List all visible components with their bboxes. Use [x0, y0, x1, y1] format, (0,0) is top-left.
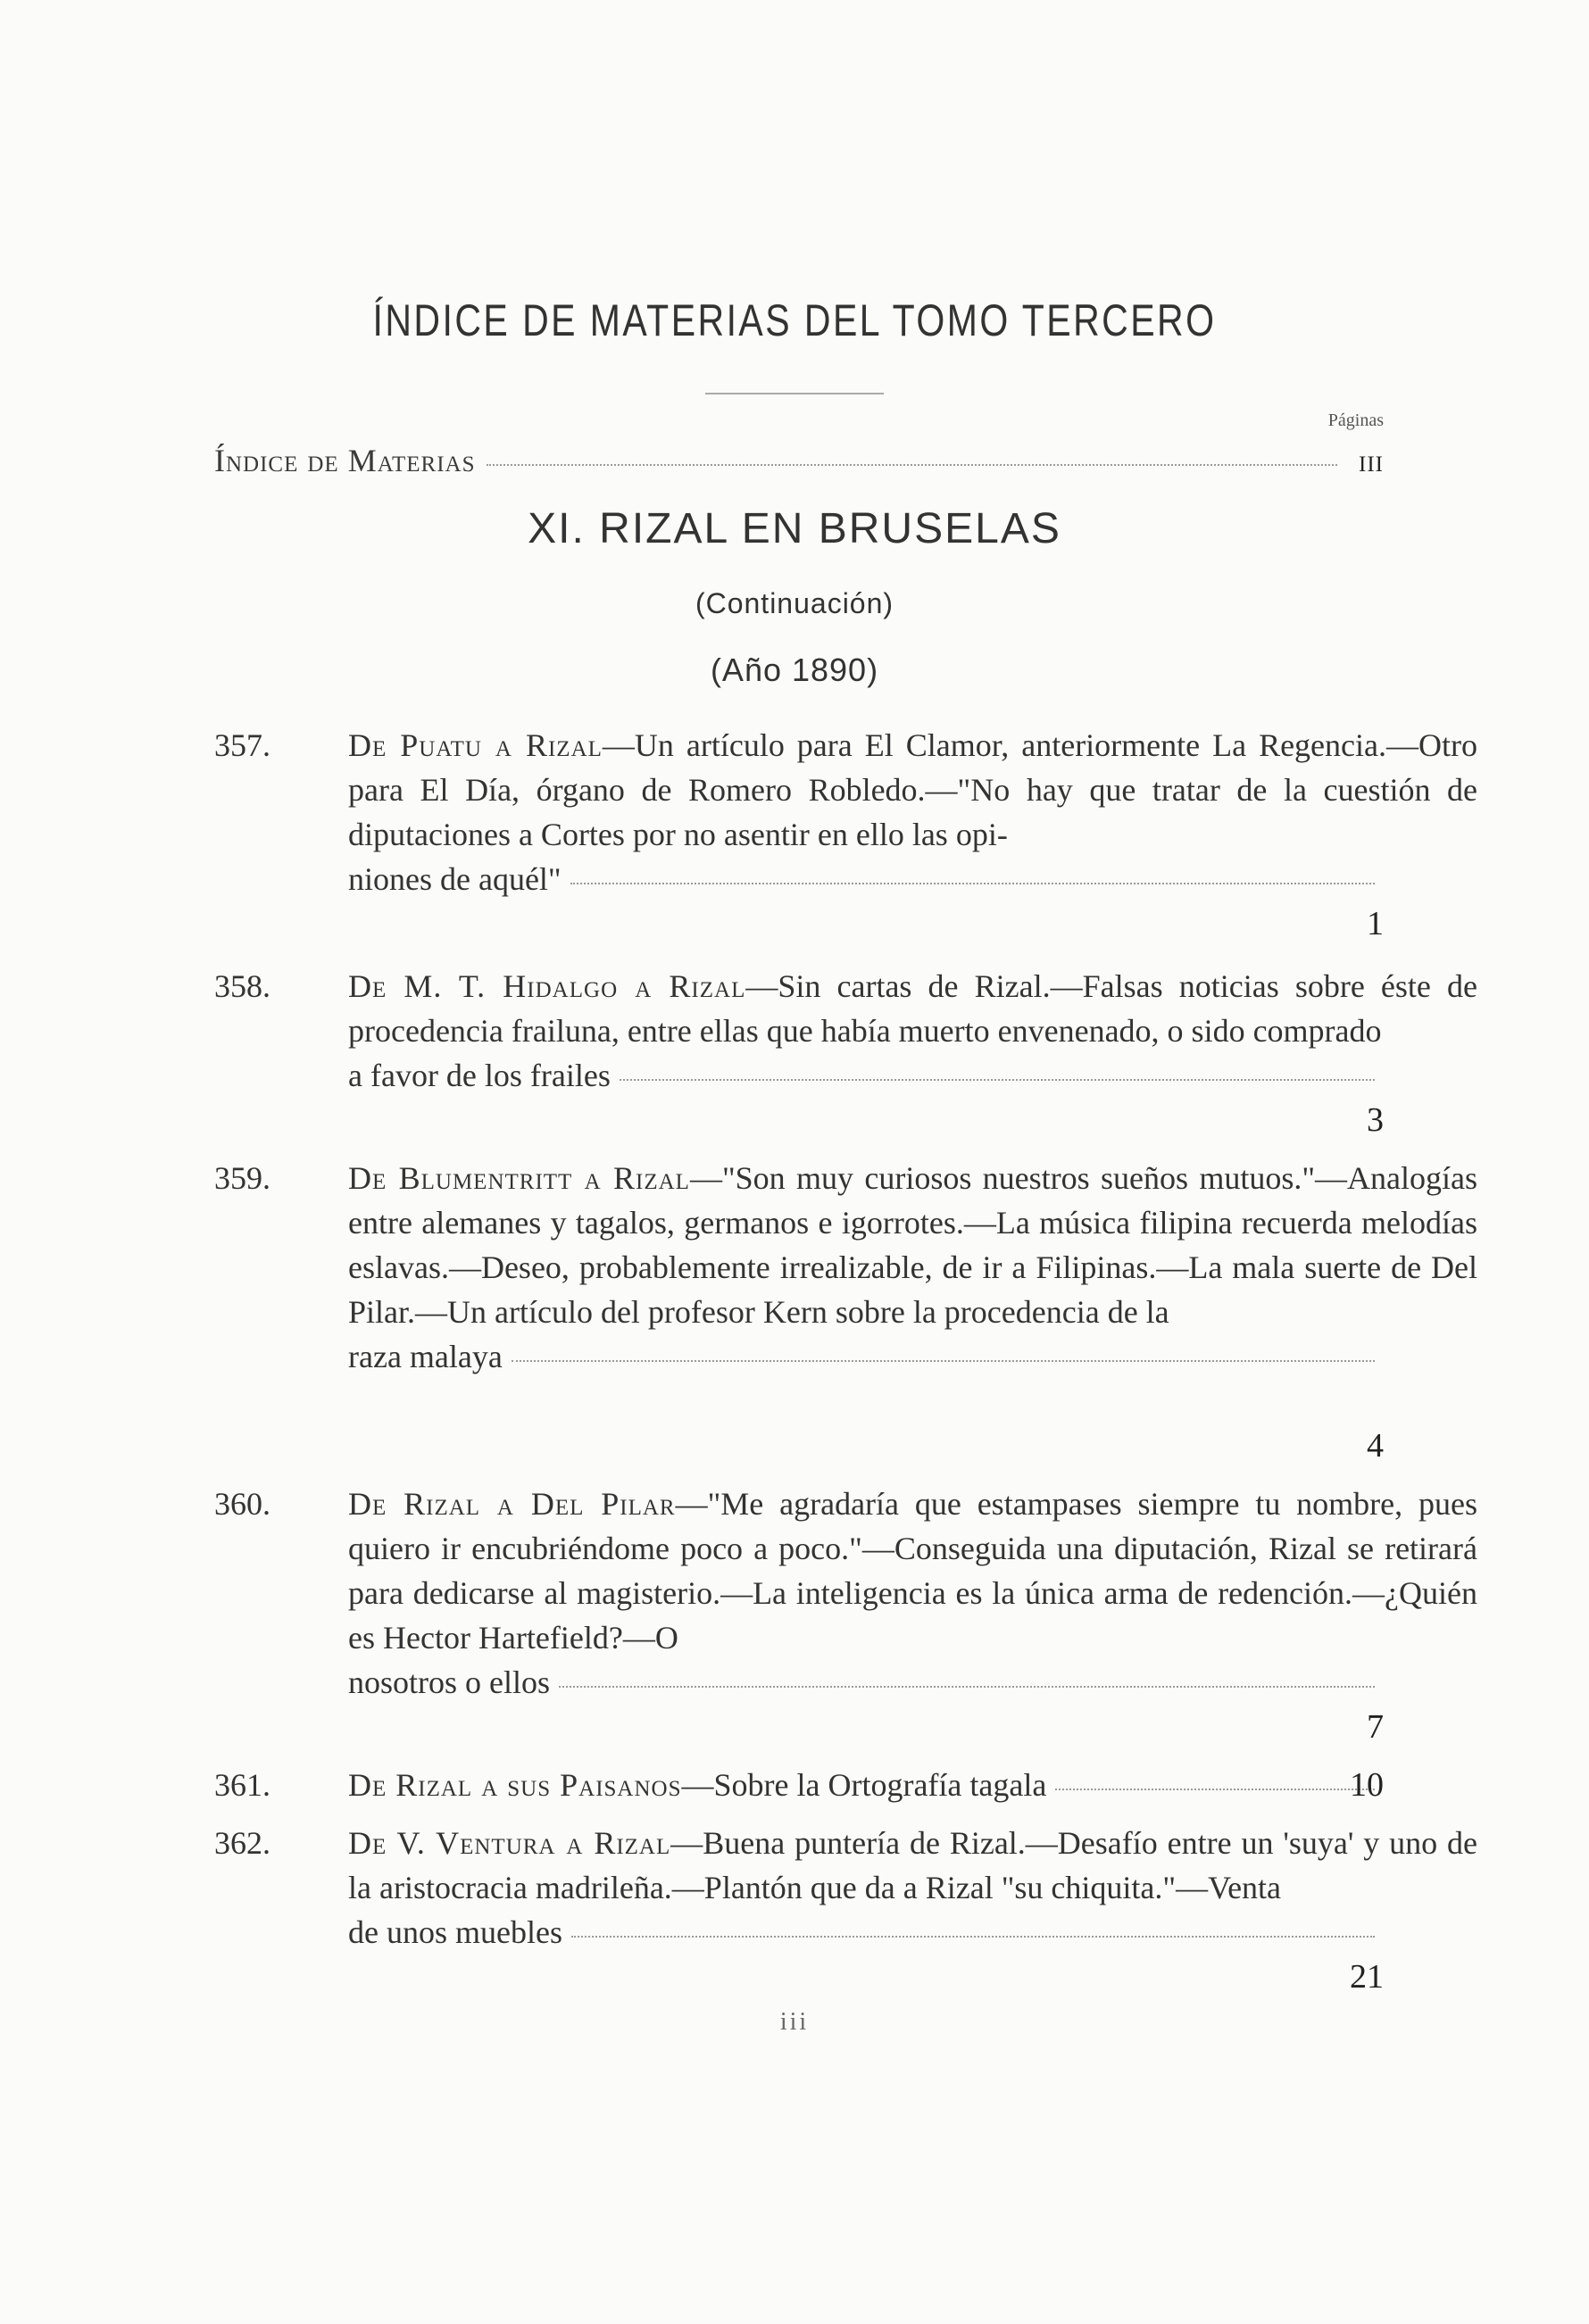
- entry-number: 359.: [214, 1160, 270, 1196]
- toc-entry-362: [214, 1821, 1477, 1996]
- entry-number: 361.: [214, 1767, 270, 1803]
- toc-entry-361: [214, 1763, 1384, 1807]
- entry-body: [348, 1482, 1477, 1660]
- entry-last-text: —Sobre la Ortografía tagala: [681, 1767, 1047, 1803]
- entry-page: 7: [1367, 1708, 1384, 1746]
- section-year: (Año 1890): [710, 652, 879, 688]
- entry-body: [348, 1156, 1477, 1334]
- entry-last-text: a favor de los frailes: [348, 1058, 611, 1093]
- entry-last-line: [348, 1660, 1384, 1705]
- entry-last-line: [348, 1763, 1384, 1807]
- entry-body: [348, 964, 1477, 1053]
- entry-page: 1: [1367, 905, 1384, 942]
- title-divider: [705, 393, 884, 394]
- pages-column-label: Páginas: [1327, 411, 1384, 430]
- entry-last-line: [348, 857, 1384, 901]
- entry-last-line: [348, 1910, 1384, 1955]
- entry-number: 357.: [214, 727, 270, 763]
- entry-page: 21: [1350, 1958, 1384, 1996]
- entry-text: —Buena puntería de Rizal.—Desafío entre un 'suya' y uno de la aristocracia madrileña.—Plantón que da a Rizal "su chiquita."—Venta: [348, 1825, 1477, 1905]
- entry-heading: De Rizal a Del Pilar: [348, 1486, 676, 1522]
- entry-last-text: niones de aquél": [348, 861, 562, 897]
- toc-entry-360: [214, 1482, 1477, 1746]
- entry-heading: De Puatu a Rizal: [348, 727, 603, 763]
- entry-heading: De V. Ventura a Rizal: [348, 1825, 671, 1861]
- dot-leader: [571, 1936, 1375, 1938]
- section-subtitle: (Continuación): [695, 587, 894, 619]
- entry-body: [348, 723, 1477, 857]
- entry-body: [348, 1821, 1477, 1910]
- toc-entry-359: [214, 1156, 1477, 1465]
- entry-number: 358.: [214, 968, 270, 1004]
- toc-entry-358: [214, 964, 1478, 1139]
- entry-last-line: [348, 1334, 1384, 1379]
- entry-last-line: [348, 1053, 1384, 1098]
- entry-text: —"Me agradaría que estampases siempre tu nombre, pues quiero ir encubriéndome poco a poco."—Conseguida una diputación, Rizal se retirará para dedicarse al magisterio.—La inteligencia es la única arma de redención.—¿Quién es Hector Hartefield?—O: [348, 1486, 1477, 1656]
- entry-last-text: de unos muebles: [348, 1914, 562, 1950]
- section-title: XI. RIZAL EN BRUSELAS: [528, 505, 1061, 552]
- page-folio: iii: [779, 2008, 810, 2036]
- toc-entry-357: [214, 723, 1477, 942]
- dot-leader: [559, 1686, 1375, 1688]
- entry-page: 3: [1367, 1101, 1384, 1139]
- toc-entry-indice: [214, 442, 1384, 479]
- entry-heading: De M. T. Hidalgo a Rizal: [348, 968, 746, 1004]
- dot-leader: [1055, 1789, 1375, 1790]
- toc-entry-page: iii: [1359, 443, 1384, 478]
- entry-text: —Un artículo para El Clamor, anteriormente La Regencia.—Otro para El Día, órgano de Romero Robledo.—"No hay que tratar de la cuestión de diputaciones a Cortes por no asentir en ello las opi-: [348, 727, 1477, 852]
- entry-last-text: raza malaya: [348, 1339, 503, 1374]
- entry-page: 10: [1350, 1766, 1384, 1804]
- dot-leader: [620, 1079, 1375, 1081]
- entry-text: —"Son muy curiosos nuestros sueños mutuos."—Analogías entre alemanes y tagalos, germanos e igorrotes.—La música filipina recuerda melodías eslavas.—Deseo, probablemente irrealizable, de ir a Filipinas.—La mala suerte de Del Pilar.—Un artículo del profesor Kern sobre la procedencia de la: [348, 1160, 1477, 1330]
- entry-last-text: nosotros o ellos: [348, 1664, 551, 1700]
- entry-number: 360.: [214, 1486, 270, 1522]
- entry-page: 4: [1367, 1427, 1384, 1465]
- entry-text: —Sin cartas de Rizal.—Falsas noticias sobre éste de procedencia frailuna, entre ellas que había muerto envenenado, o sido comprado: [348, 968, 1478, 1049]
- toc-entry-label: Índice de Materias: [214, 443, 476, 478]
- entry-heading: De Blumentritt a Rizal: [348, 1160, 690, 1196]
- page-title: ÍNDICE DE MATERIAS DEL TOMO TERCERO: [372, 295, 1217, 345]
- dot-leader: [570, 883, 1375, 884]
- entry-number: 362.: [214, 1825, 270, 1861]
- entry-heading: De Rizal a sus Paisanos: [348, 1767, 682, 1803]
- dot-leader: [512, 1360, 1375, 1362]
- dot-leader: [487, 464, 1338, 466]
